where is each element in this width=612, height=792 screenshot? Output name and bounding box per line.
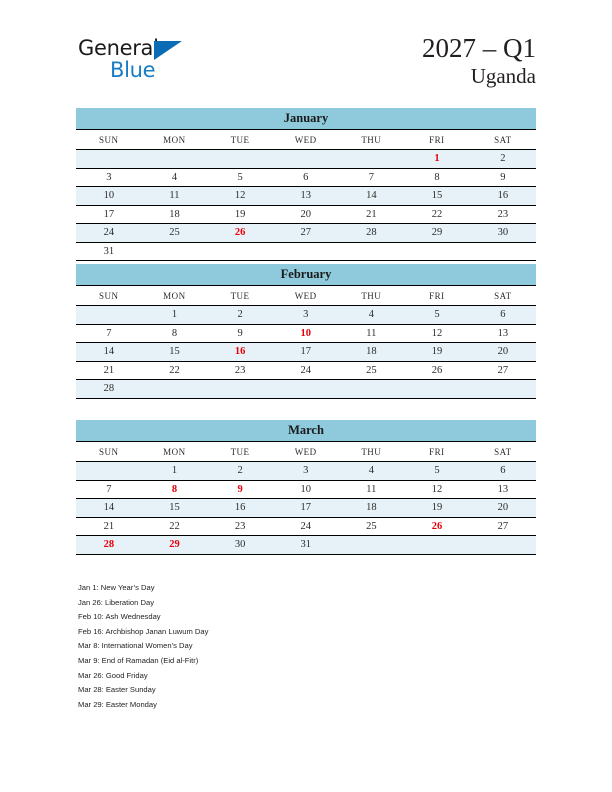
day-cell-february-25[interactable]: 25 [339, 361, 405, 380]
day-cell-january-7[interactable]: 7 [339, 168, 405, 187]
day-cell-january-25[interactable]: 25 [142, 224, 208, 243]
day-cell-february-6[interactable]: 6 [470, 306, 536, 325]
day-cell-empty [142, 150, 208, 169]
week-row [76, 242, 536, 261]
day-cell-february-12[interactable]: 12 [404, 324, 470, 343]
day-cell-march-10[interactable]: 10 [273, 480, 339, 499]
day-cell-holiday-march-28[interactable]: 28 [76, 536, 142, 555]
day-cell-empty [76, 306, 142, 325]
weekday-header-thu: THU [339, 442, 405, 462]
day-cell-february-3[interactable]: 3 [273, 306, 339, 325]
day-cell-january-24[interactable]: 24 [76, 224, 142, 243]
month-calendar-march [76, 420, 536, 555]
day-cell-february-15[interactable]: 15 [142, 343, 208, 362]
weekday-header-thu: THU [339, 286, 405, 306]
month-name-january: January [76, 108, 536, 130]
day-cell-january-9[interactable]: 9 [470, 168, 536, 187]
day-cell-february-9[interactable]: 9 [207, 324, 273, 343]
day-cell-february-21[interactable]: 21 [76, 361, 142, 380]
day-cell-empty [339, 150, 405, 169]
week-row [76, 168, 536, 187]
weekday-header-wed: WED [273, 286, 339, 306]
day-cell-january-13[interactable]: 13 [273, 187, 339, 206]
day-cell-march-14[interactable]: 14 [76, 499, 142, 518]
month-header-row [76, 108, 536, 130]
day-cell-january-5[interactable]: 5 [207, 168, 273, 187]
week-row [76, 536, 536, 555]
week-row [76, 517, 536, 536]
day-cell-january-12[interactable]: 12 [207, 187, 273, 206]
weekday-header-sat: SAT [470, 442, 536, 462]
day-cell-january-29[interactable]: 29 [404, 224, 470, 243]
day-cell-empty [76, 462, 142, 481]
day-cell-march-3[interactable]: 3 [273, 462, 339, 481]
week-row [76, 187, 536, 206]
weekday-header-tue: TUE [207, 286, 273, 306]
weekday-header-mon: MON [142, 130, 208, 150]
week-row [76, 361, 536, 380]
day-cell-empty [470, 242, 536, 261]
day-cell-march-13[interactable]: 13 [470, 480, 536, 499]
holiday-legend-item: Mar 8: International Women’s Day [78, 641, 193, 651]
day-cell-february-13[interactable]: 13 [470, 324, 536, 343]
holiday-legend-item: Mar 28: Easter Sunday [78, 685, 156, 695]
day-cell-empty [273, 380, 339, 399]
day-cell-january-28[interactable]: 28 [339, 224, 405, 243]
month-table-february [76, 264, 536, 399]
day-cell-january-31[interactable]: 31 [76, 242, 142, 261]
day-cell-february-8[interactable]: 8 [142, 324, 208, 343]
day-cell-january-16[interactable]: 16 [470, 187, 536, 206]
day-cell-holiday-march-8[interactable]: 8 [142, 480, 208, 499]
day-cell-january-2[interactable]: 2 [470, 150, 536, 169]
day-cell-march-19[interactable]: 19 [404, 499, 470, 518]
day-cell-january-22[interactable]: 22 [404, 205, 470, 224]
page-header [0, 0, 612, 105]
day-cell-january-15[interactable]: 15 [404, 187, 470, 206]
day-cell-january-18[interactable]: 18 [142, 205, 208, 224]
brand-logo[interactable] [78, 38, 198, 90]
week-row [76, 224, 536, 243]
day-cell-march-7[interactable]: 7 [76, 480, 142, 499]
weekday-header-sun: SUN [76, 442, 142, 462]
day-cell-february-24[interactable]: 24 [273, 361, 339, 380]
day-cell-empty [339, 242, 405, 261]
holiday-legend-item: Mar 29: Easter Monday [78, 699, 157, 709]
title-block [422, 34, 536, 90]
holiday-legend-item: Jan 26: Liberation Day [78, 597, 154, 607]
weekday-header-sun: SUN [76, 130, 142, 150]
day-cell-february-14[interactable]: 14 [76, 343, 142, 362]
month-calendar-january [76, 108, 536, 261]
day-cell-march-30[interactable]: 30 [207, 536, 273, 555]
day-cell-empty [207, 150, 273, 169]
week-row [76, 462, 536, 481]
day-cell-march-16[interactable]: 16 [207, 499, 273, 518]
day-cell-january-23[interactable]: 23 [470, 205, 536, 224]
day-cell-march-2[interactable]: 2 [207, 462, 273, 481]
weekday-header-tue: TUE [207, 442, 273, 462]
day-cell-empty [404, 380, 470, 399]
week-row [76, 343, 536, 362]
weekday-header-sun: SUN [76, 286, 142, 306]
day-cell-february-1[interactable]: 1 [142, 306, 208, 325]
day-cell-february-5[interactable]: 5 [404, 306, 470, 325]
month-calendar-february [76, 264, 536, 399]
day-cell-january-6[interactable]: 6 [273, 168, 339, 187]
day-cell-january-17[interactable]: 17 [76, 205, 142, 224]
weekday-header-row [76, 286, 536, 306]
day-cell-january-3[interactable]: 3 [76, 168, 142, 187]
weekday-header-mon: MON [142, 442, 208, 462]
brand-name-bottom: Blue [110, 58, 156, 82]
day-cell-empty [76, 150, 142, 169]
day-cell-empty [339, 380, 405, 399]
day-cell-empty [207, 242, 273, 261]
weekday-header-fri: FRI [404, 286, 470, 306]
weekday-header-tue: TUE [207, 130, 273, 150]
page-subtitle: Uganda [470, 64, 536, 89]
day-cell-empty [273, 242, 339, 261]
day-cell-march-18[interactable]: 18 [339, 499, 405, 518]
day-cell-february-18[interactable]: 18 [339, 343, 405, 362]
holiday-legend-item: Feb 10: Ash Wednesday [78, 612, 161, 622]
day-cell-holiday-february-16[interactable]: 16 [207, 343, 273, 362]
month-table-march [76, 420, 536, 555]
week-row [76, 499, 536, 518]
day-cell-march-23[interactable]: 23 [207, 517, 273, 536]
day-cell-february-17[interactable]: 17 [273, 343, 339, 362]
day-cell-january-30[interactable]: 30 [470, 224, 536, 243]
day-cell-holiday-january-1[interactable]: 1 [404, 150, 470, 169]
day-cell-january-4[interactable]: 4 [142, 168, 208, 187]
weekday-header-thu: THU [339, 130, 405, 150]
day-cell-january-19[interactable]: 19 [207, 205, 273, 224]
day-cell-march-24[interactable]: 24 [273, 517, 339, 536]
day-cell-holiday-january-26[interactable]: 26 [207, 224, 273, 243]
day-cell-empty [142, 242, 208, 261]
week-row [76, 205, 536, 224]
weekday-header-row [76, 442, 536, 462]
day-cell-march-15[interactable]: 15 [142, 499, 208, 518]
day-cell-january-21[interactable]: 21 [339, 205, 405, 224]
day-cell-march-12[interactable]: 12 [404, 480, 470, 499]
day-cell-january-8[interactable]: 8 [404, 168, 470, 187]
day-cell-empty [273, 150, 339, 169]
weekday-header-fri: FRI [404, 130, 470, 150]
day-cell-march-6[interactable]: 6 [470, 462, 536, 481]
blue-triangle-icon [154, 41, 182, 60]
day-cell-holiday-march-9[interactable]: 9 [207, 480, 273, 499]
day-cell-holiday-march-29[interactable]: 29 [142, 536, 208, 555]
month-name-february: February [76, 264, 536, 286]
weekday-header-wed: WED [273, 442, 339, 462]
day-cell-january-20[interactable]: 20 [273, 205, 339, 224]
day-cell-february-7[interactable]: 7 [76, 324, 142, 343]
day-cell-february-27[interactable]: 27 [470, 361, 536, 380]
day-cell-february-20[interactable]: 20 [470, 343, 536, 362]
day-cell-empty [207, 380, 273, 399]
month-header-row [76, 264, 536, 286]
week-row [76, 150, 536, 169]
day-cell-february-2[interactable]: 2 [207, 306, 273, 325]
holiday-legend-item: Jan 1: New Year’s Day [78, 583, 155, 592]
day-cell-march-11[interactable]: 11 [339, 480, 405, 499]
day-cell-february-23[interactable]: 23 [207, 361, 273, 380]
day-cell-empty [404, 536, 470, 555]
weekday-header-sat: SAT [470, 286, 536, 306]
holiday-legend [78, 581, 478, 712]
page-title: 2027 – Q1 [422, 33, 536, 63]
weekday-header-mon: MON [142, 286, 208, 306]
day-cell-march-17[interactable]: 17 [273, 499, 339, 518]
weekday-header-row [76, 130, 536, 150]
day-cell-march-22[interactable]: 22 [142, 517, 208, 536]
brand-name-top: General [78, 36, 159, 60]
day-cell-holiday-march-26[interactable]: 26 [404, 517, 470, 536]
holiday-legend-item: Mar 9: End of Ramadan (Eid al-Fitr) [78, 655, 199, 665]
day-cell-holiday-february-10[interactable]: 10 [273, 324, 339, 343]
month-header-row [76, 420, 536, 442]
day-cell-empty [339, 536, 405, 555]
month-table-january [76, 108, 536, 261]
holiday-legend-item: Mar 26: Good Friday [78, 670, 148, 680]
day-cell-january-14[interactable]: 14 [339, 187, 405, 206]
day-cell-february-19[interactable]: 19 [404, 343, 470, 362]
week-row [76, 480, 536, 499]
day-cell-january-10[interactable]: 10 [76, 187, 142, 206]
day-cell-march-31[interactable]: 31 [273, 536, 339, 555]
day-cell-empty [142, 380, 208, 399]
day-cell-empty [404, 242, 470, 261]
day-cell-march-27[interactable]: 27 [470, 517, 536, 536]
day-cell-february-11[interactable]: 11 [339, 324, 405, 343]
week-row [76, 306, 536, 325]
day-cell-empty [470, 536, 536, 555]
day-cell-march-4[interactable]: 4 [339, 462, 405, 481]
weekday-header-sat: SAT [470, 130, 536, 150]
day-cell-empty [470, 380, 536, 399]
day-cell-february-4[interactable]: 4 [339, 306, 405, 325]
day-cell-march-20[interactable]: 20 [470, 499, 536, 518]
day-cell-january-11[interactable]: 11 [142, 187, 208, 206]
day-cell-march-1[interactable]: 1 [142, 462, 208, 481]
day-cell-january-27[interactable]: 27 [273, 224, 339, 243]
month-name-march: March [76, 420, 536, 442]
weekday-header-wed: WED [273, 130, 339, 150]
day-cell-march-21[interactable]: 21 [76, 517, 142, 536]
day-cell-march-25[interactable]: 25 [339, 517, 405, 536]
week-row [76, 380, 536, 399]
week-row [76, 324, 536, 343]
day-cell-february-28[interactable]: 28 [76, 380, 142, 399]
weekday-header-fri: FRI [404, 442, 470, 462]
holiday-legend-item: Feb 16: Archbishop Janan Luwum Day [78, 626, 209, 636]
day-cell-february-26[interactable]: 26 [404, 361, 470, 380]
day-cell-march-5[interactable]: 5 [404, 462, 470, 481]
day-cell-february-22[interactable]: 22 [142, 361, 208, 380]
